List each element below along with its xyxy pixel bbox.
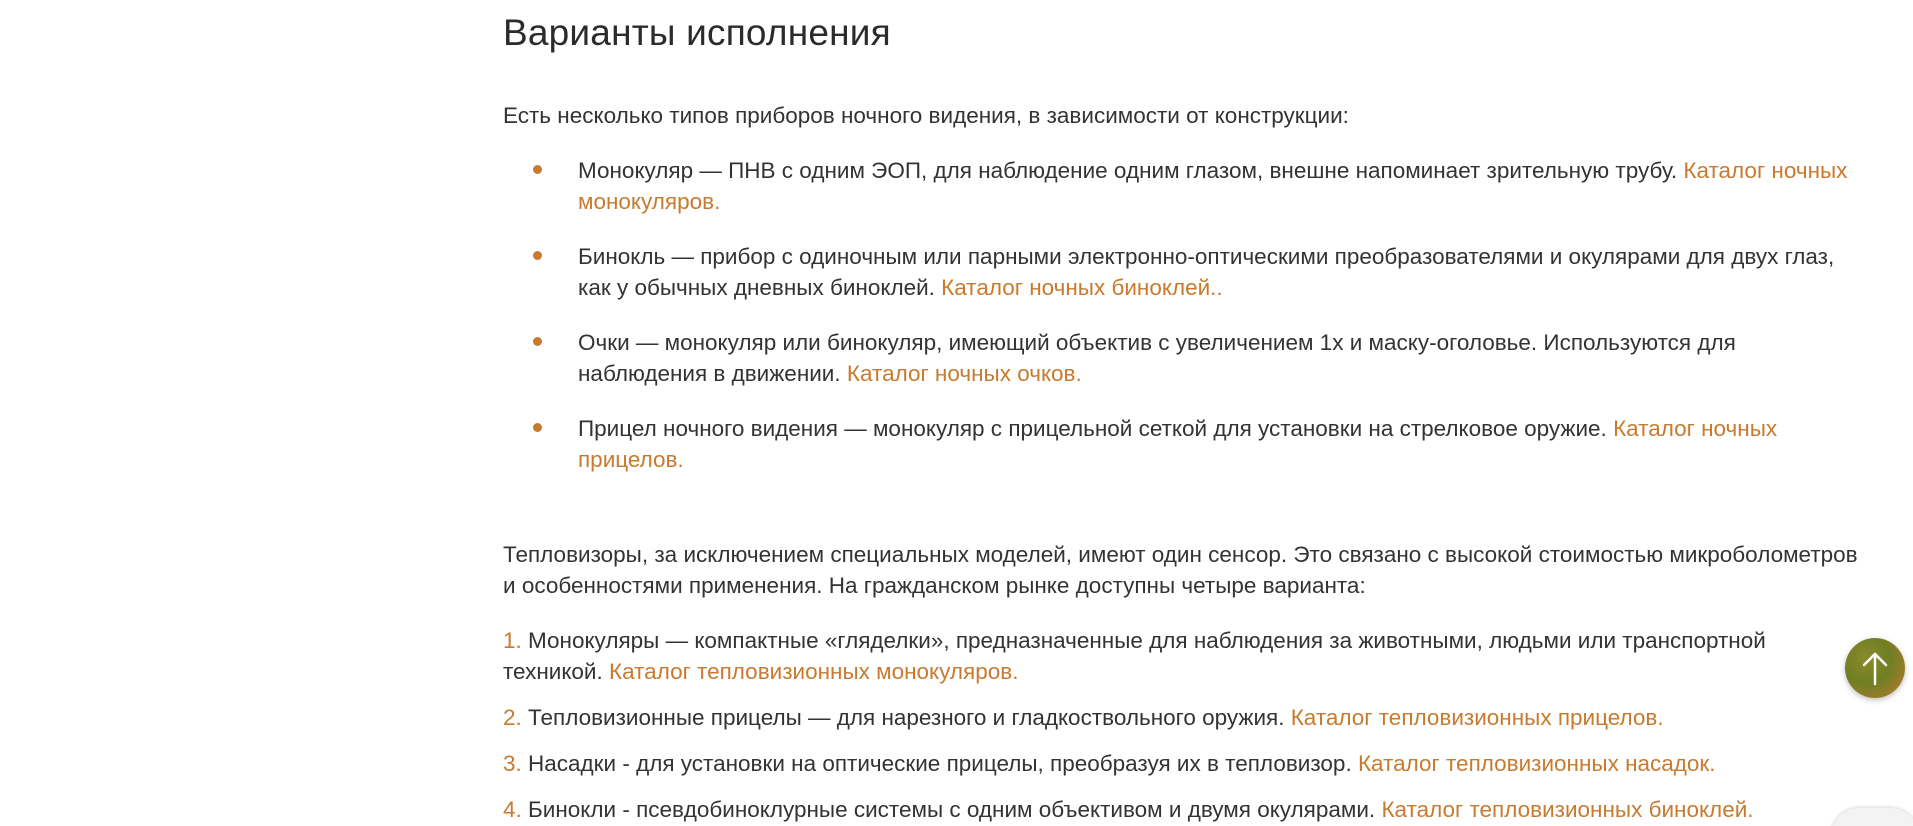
list-number: 4. [503,797,522,822]
night-vision-list [503,155,1863,499]
list-item [503,625,1863,687]
list-item-text: Монокуляры — компактные «гляделки», предназначенные для наблюдения за животными, людьми или транспортной техникой. [503,628,1766,684]
list-item-text: Прицел ночного видения — монокуляр с прицельной сеткой для установки на стрелковое оружие. [578,416,1614,441]
catalog-link-thermal-binoculars[interactable]: Каталог тепловизионных биноклей. [1381,797,1754,822]
list-item-text: Монокуляр — ПНВ с одним ЭОП, для наблюдение одним глазом, внешне напоминает зрительную трубу. [578,158,1684,183]
list-item [503,327,1863,389]
list-item-text: Очки — монокуляр или бинокуляр, имеющий объектив с увеличением 1х и маску-оголовье. Используются для наблюдения в движении. [578,330,1736,386]
catalog-link-night-goggles[interactable]: Каталог ночных очков. [846,361,1082,386]
list-item-text: Тепловизионные прицелы — для нарезного и гладкоствольного оружия. [521,705,1291,730]
thermal-list [503,625,1863,826]
list-item-text: Бинокли - псевдобиноклурные системы с одним объективом и двумя окулярами. [521,797,1382,822]
night-vision-intro: Есть несколько типов приборов ночного видения, в зависимости от конструкции: [503,103,1349,128]
scroll-to-top-button[interactable] [1845,638,1905,698]
catalog-link-night-monoculars[interactable]: Каталог ночных монокуляров. [578,158,1848,214]
catalog-link-night-scopes[interactable]: Каталог ночных прицелов. [578,416,1778,472]
thermal-intro: Тепловизоры, за исключением специальных моделей, имеют один сенсор. Это связано с высокой стоимостью микроболометров и особенностями применения. На гражданском рынке доступны четыре варианта: [503,542,1858,598]
list-number: 1. [503,628,522,653]
bullet-icon [533,337,542,346]
list-number: 2. [503,705,522,730]
bullet-icon [533,251,542,260]
list-item [503,241,1863,303]
bullet-icon [533,423,542,432]
list-item [503,702,1863,733]
list-item-text: Насадки - для установки на оптические прицелы, преобразуя их в тепловизор. [521,751,1358,776]
catalog-link-thermal-attachments[interactable]: Каталог тепловизионных насадок. [1357,751,1716,776]
list-number: 3. [503,751,522,776]
catalog-link-thermal-scopes[interactable]: Каталог тепловизионных прицелов. [1290,705,1664,730]
list-item [503,413,1863,475]
bullet-icon [533,165,542,174]
list-item [503,155,1863,217]
arrow-up-icon [1860,650,1890,686]
catalog-link-thermal-monoculars[interactable]: Каталог тепловизионных монокуляров. [609,659,1019,684]
list-item [503,794,1863,825]
catalog-link-night-binoculars[interactable]: Каталог ночных биноклей.. [941,275,1223,300]
section-heading: Варианты исполнения [503,12,891,53]
list-item [503,748,1863,779]
list-item-text: Бинокль — прибор с одиночным или парными электронно-оптическими преобразователями и окулярами для двух глаз, как у обычных дневных биноклей. [578,244,1835,300]
